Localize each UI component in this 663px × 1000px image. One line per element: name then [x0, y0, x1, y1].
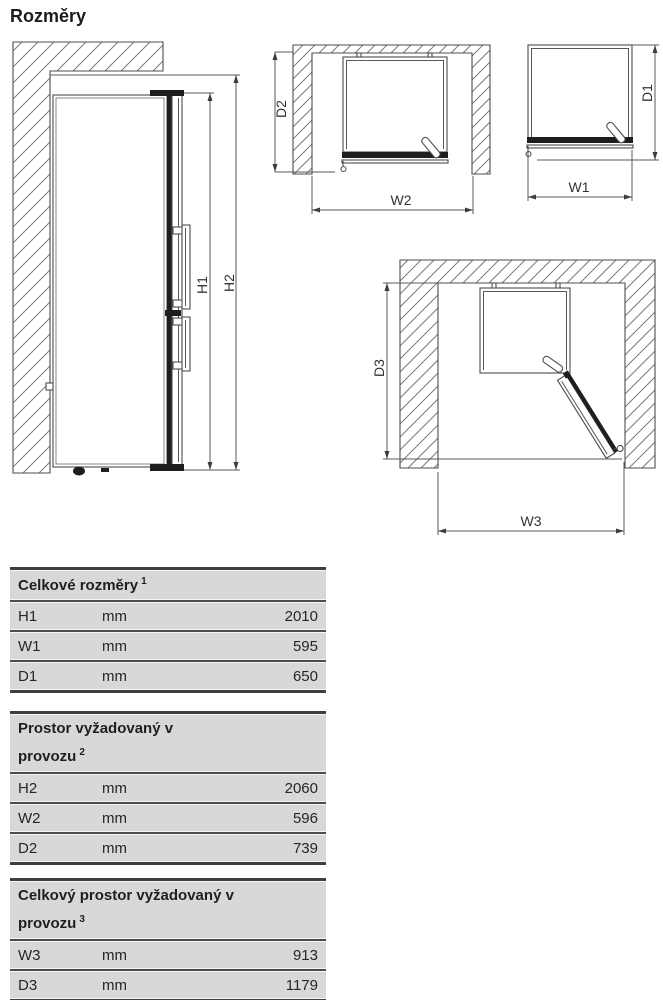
dim-code: W3 — [18, 946, 41, 964]
table-row — [10, 660, 326, 690]
dim-value: 1179 — [285, 976, 318, 994]
dim-label-d3: D3 — [371, 359, 387, 377]
dim-label-w1: W1 — [568, 179, 590, 195]
dim-code: D3 — [18, 976, 38, 994]
back-spacer — [556, 283, 560, 288]
fridge-top-view — [480, 283, 570, 373]
rear-wheel — [73, 467, 85, 476]
footnote-marker: 3 — [79, 914, 85, 925]
dim-value: 2010 — [284, 607, 318, 625]
fridge-top-view — [341, 53, 448, 172]
dim-unit: mm — [102, 779, 127, 797]
dim-unit: mm — [102, 946, 127, 964]
dimension-w2 — [312, 176, 473, 214]
dim-code: D2 — [18, 839, 38, 857]
dim-unit: mm — [102, 667, 127, 685]
door-open — [556, 367, 624, 460]
dim-code: H2 — [18, 779, 38, 797]
back-spacer — [357, 53, 361, 57]
fridge-top-view — [526, 45, 633, 157]
table-header — [10, 714, 326, 772]
dim-value: 739 — [292, 839, 318, 857]
fridge-cabinet-side — [46, 95, 167, 476]
dim-value: 596 — [292, 809, 318, 827]
dim-value: 595 — [292, 637, 318, 655]
front-foot — [101, 468, 109, 472]
table-header — [10, 881, 326, 939]
diagram-top-view-door-open — [355, 248, 663, 545]
dim-unit: mm — [102, 637, 127, 655]
table-row — [10, 832, 326, 862]
door-junction — [165, 310, 181, 316]
table-row — [10, 772, 326, 802]
dim-label-d2: D2 — [273, 100, 289, 118]
footnote-marker: 1 — [141, 576, 147, 587]
dim-unit: mm — [102, 976, 127, 994]
footnote-marker: 2 — [79, 747, 85, 758]
table-title: Prostor vyžadovaný v provozu — [18, 720, 174, 765]
table-row — [10, 939, 326, 969]
dimension-w1 — [528, 150, 632, 201]
table-title: Celkový prostor vyžadovaný v provozu — [18, 887, 234, 932]
back-spacer — [492, 283, 496, 288]
page-title: Rozměry — [10, 6, 87, 26]
dim-unit: mm — [102, 839, 127, 857]
dim-unit: mm — [102, 607, 127, 625]
dim-label-d1: D1 — [639, 84, 655, 102]
table-row — [10, 630, 326, 660]
dimension-w3 — [438, 462, 624, 535]
dim-label-w3: W3 — [520, 513, 542, 529]
dim-value: 650 — [292, 667, 318, 685]
bottom-hinge — [150, 464, 184, 471]
dim-label-w2: W2 — [390, 192, 412, 208]
dim-label-h1: H1 — [194, 276, 210, 294]
dimension-h2 — [221, 75, 239, 470]
table-overall-dimensions — [10, 567, 326, 693]
table-row — [10, 802, 326, 832]
dim-value: 913 — [292, 946, 318, 964]
table-title: Celkové rozměry — [18, 577, 139, 594]
diagram-side-view — [8, 40, 245, 495]
dim-code: D1 — [18, 667, 38, 685]
table-header — [10, 570, 326, 600]
dim-code: W1 — [18, 637, 41, 655]
door-hinge-pin — [341, 167, 346, 172]
diagram-top-view-alcove — [262, 38, 495, 218]
dim-code: W2 — [18, 809, 41, 827]
dim-value: 2060 — [284, 779, 318, 797]
table-row — [10, 969, 326, 999]
dim-unit: mm — [102, 809, 127, 827]
table-space-required — [10, 711, 326, 865]
table-row — [10, 600, 326, 630]
back-spacer — [428, 53, 432, 57]
dim-label-h2: H2 — [221, 274, 237, 292]
dim-code: H1 — [18, 607, 38, 625]
table-total-space-required — [10, 878, 326, 1000]
top-hinge — [150, 90, 184, 96]
diagram-top-view-unit — [515, 38, 663, 218]
